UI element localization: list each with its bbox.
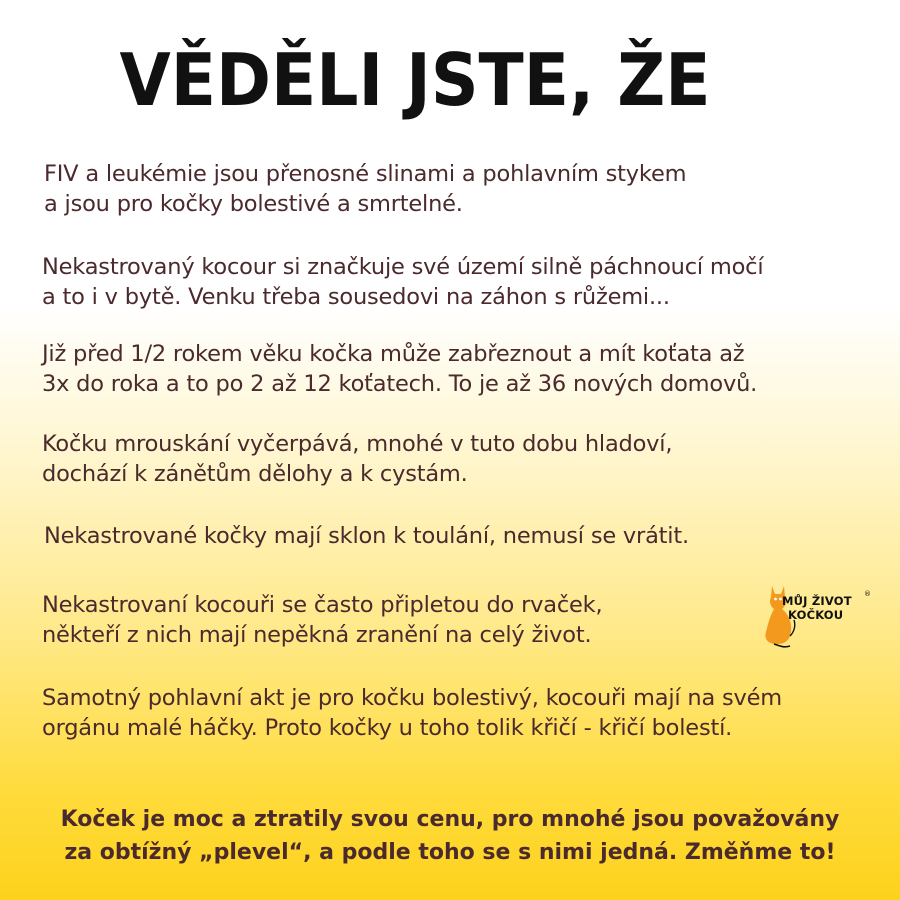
closing-line: Koček je moc a ztratily svou cenu, pro mnohé jsou považovány (60, 807, 840, 832)
fact-line: Samotný pohlavní akt je pro kočku bolestivý, kocouři mají na svém (42, 685, 783, 711)
fact-mating (42, 683, 782, 743)
fact-line: a jsou pro kočky bolestivé a smrtelné. (44, 191, 463, 217)
fact-line: Kočku mrouskání vyčerpává, mnohé v tuto dobu hladoví, (42, 431, 673, 457)
closing-statement (0, 803, 900, 869)
registered-mark: ® (864, 590, 871, 598)
page-title: VĚDĚLI JSTE, ŽE (119, 38, 711, 122)
fact-line: Již před 1/2 rokem věku kočka může zabřeznout a mít koťata až (42, 341, 745, 367)
fact-line: někteří z nich mají nepěkná zranění na celý život. (42, 622, 592, 648)
brand-logo (760, 582, 880, 652)
fact-line: orgánu malé háčky. Proto kočky u toho tolik křičí - křičí bolestí. (42, 715, 733, 741)
fact-fights (42, 590, 602, 650)
fact-line: FIV a leukémie jsou přenosné slinami a pohlavním stykem (44, 161, 687, 187)
fact-line: dochází k zánětům dělohy a k cystám. (42, 461, 468, 487)
fact-kittens (42, 339, 757, 399)
fact-fiv (44, 159, 686, 219)
logo-text-line1: MŮJ ŽIVOT (782, 594, 852, 608)
fact-roaming (44, 521, 689, 551)
fact-line: 3x do roka a to po 2 až 12 koťatech. To je až 36 nových domovů. (42, 371, 758, 397)
fact-heat (42, 429, 672, 489)
fact-marking (42, 252, 763, 312)
fact-line: Nekastrovaný kocour si značkuje své území silně páchnoucí močí (42, 254, 764, 280)
logo-text-line2: KOČKOU (788, 608, 844, 622)
fact-line: Nekastrované kočky mají sklon k toulání, nemusí se vrátit. (44, 523, 689, 549)
closing-line: za obtížný „plevel“, a podle toho se s nimi jedná. Změňme to! (64, 840, 836, 865)
fact-line: Nekastrovaní kocouři se často připletou do rvaček, (42, 592, 603, 618)
fact-line: a to i v bytě. Venku třeba sousedovi na záhon s růžemi... (42, 284, 670, 310)
